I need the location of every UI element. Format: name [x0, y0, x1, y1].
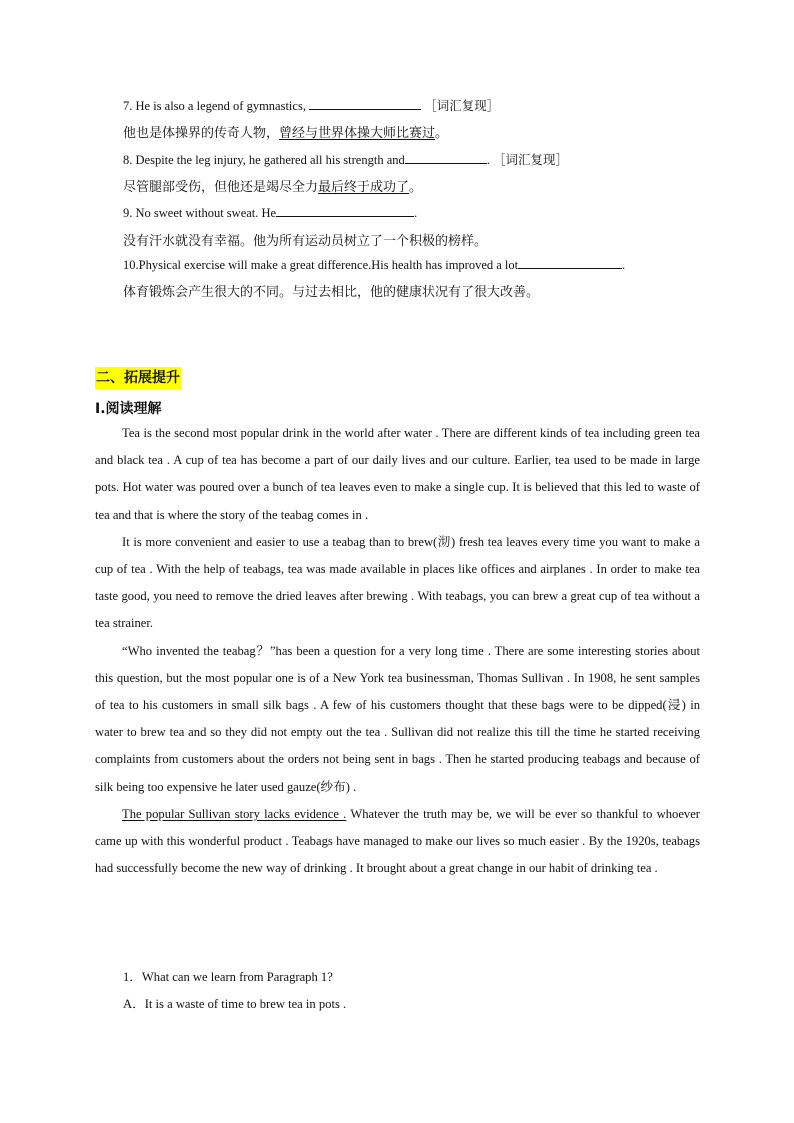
exercise-10-blank[interactable]: [518, 256, 622, 269]
exercise-7-blank[interactable]: [309, 97, 421, 110]
reading-passage: [95, 420, 700, 882]
passage-paragraph-1: Tea is the second most popular drink in the world after water . There are different kinds of tea including green tea and black tea . A cup of tea has become a part of our daily lives and our culture. Earlier, tea used to be made in large pots. Hot water was poured over a bunch of tea leaves even to make a single cup. It is believed that this led to waste of tea and that is where the story of the teabag comes in .: [95, 426, 700, 522]
subsection-title: I.阅读理解: [95, 401, 162, 417]
exercise-7-chinese: [123, 122, 713, 141]
exercise-8-blank[interactable]: [405, 151, 487, 164]
exercise-8-zh-text: 尽管腿部受伤，但他还是竭尽全力: [123, 180, 319, 195]
passage-paragraph-3: “Who invented the teabag？”has been a question for a very long time . There are some interesting stories about this question, but the most popular one is of a New York tea businessman, Thomas Sullivan . In 1908, he sent samples of tea to his customers in small silk bags . A few of his customers thought that these bags were to be dipped(浸) in water to brew tea and so they did not empty out the tea . Sullivan did not realize this till the time he started receiving complaints from customers about the orders not being sent in bags . Then he started producing teabags and because of silk being too expensive he later used gauze(纱布) .: [95, 643, 700, 794]
question-1-stem: 1．What can we learn from Paragraph 1?: [123, 970, 333, 984]
passage-paragraph-4-rest: Whatever the truth may be, we will be ever so thankful to whoever came up with this wonderful product . Teabags have managed to make our lives so much easier . By the 1920s, teabags had successfully become the new way of drinking . It brought about a great change in our habit of drinking tea .: [95, 806, 701, 876]
exercise-7-text: 7. He is also a legend of gymnastics,: [123, 99, 310, 113]
exercise-7-zh-text: 他也是体操界的传奇人物，: [123, 126, 280, 141]
exercise-8-zh-underlined: 最后终于成功了: [318, 180, 410, 195]
exercise-8-chinese: [123, 176, 713, 195]
exercise-9-text: 9. No sweet without sweat. He: [123, 206, 277, 220]
exercise-10-english: [123, 256, 713, 273]
exercise-8-english: [123, 150, 713, 168]
passage-underlined-sentence: The popular Sullivan story lacks evidence .: [122, 806, 347, 821]
exercise-10-text: 10.Physical exercise will make a great difference.His health has improved a lot: [123, 258, 519, 272]
exercise-10-zh-text: 体育锻炼会产生很大的不同。与过去相比，他的健康状况有了很大改善。: [123, 285, 540, 300]
exercise-7-zh-underlined: 曾经与世界体操大师比赛过: [279, 126, 436, 141]
exercise-7-tag: ［词汇复现］: [424, 99, 500, 113]
exercise-8-zh-end: 。: [409, 180, 423, 195]
passage-paragraph-4: [95, 801, 700, 883]
exercise-9-english: [123, 204, 713, 221]
passage-paragraph-2: It is more convenient and easier to use a teabag than to brew(沏) fresh tea leaves every time you want to make a cup of tea . With the help of teabags, tea was made available in places like offices and airplanes . In order to make tea taste good, you need to remove the dried leaves after brewing . With teabags, you can brew a great cup of tea without a tea strainer.: [95, 534, 700, 631]
exercise-9-zh-text: 没有汗水就没有幸福。他为所有运动员树立了一个积极的榜样。: [123, 234, 488, 249]
exercise-10-end: .: [622, 258, 626, 272]
exercise-7-english: [123, 96, 713, 114]
exercise-8-text: 8. Despite the leg injury, he gathered all his strength and: [123, 153, 405, 167]
exercise-9-end: .: [414, 206, 418, 220]
exercise-9-blank[interactable]: [276, 204, 414, 217]
exercise-7-zh-end: 。: [435, 126, 449, 141]
exercise-8-tag: . ［词汇复现］: [486, 153, 569, 167]
question-1-option-a[interactable]: A．It is a waste of time to brew tea in pots .: [123, 997, 347, 1011]
exercise-9-chinese: [123, 230, 713, 249]
section-title: 二、拓展提升: [95, 367, 181, 389]
exercise-10-chinese: [123, 281, 713, 300]
